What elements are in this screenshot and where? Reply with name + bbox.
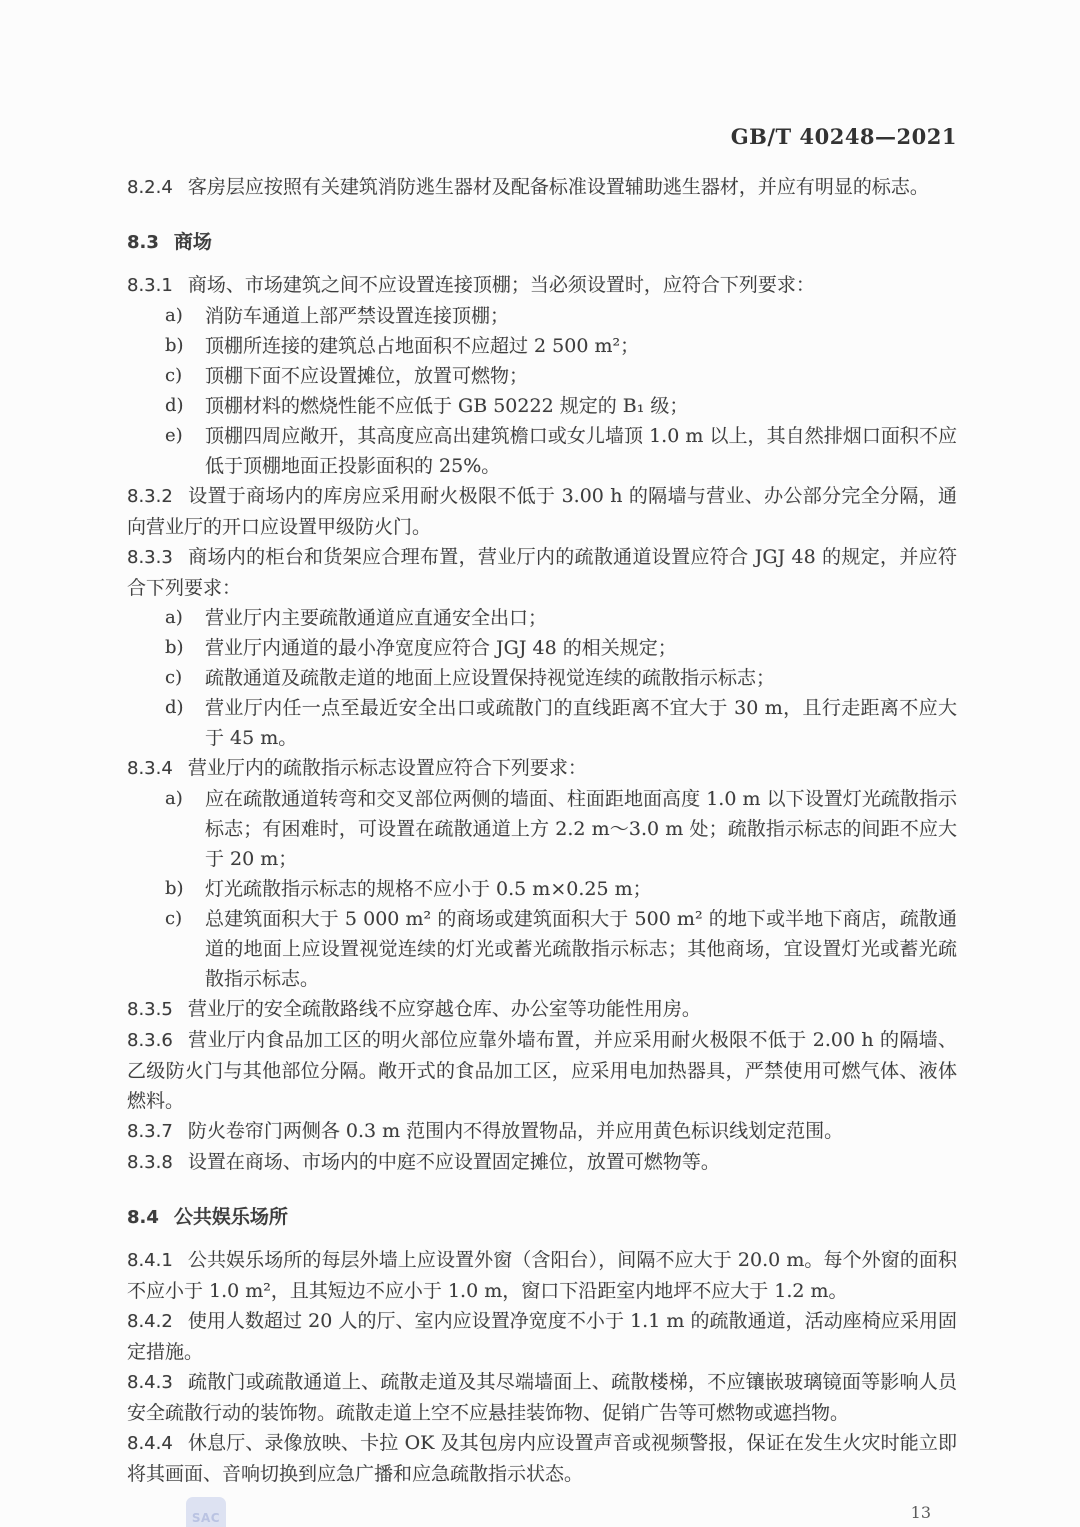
clause-number: 8.4.2 [127,1311,173,1332]
section-title: 商场 [173,231,212,253]
item-label: b) [165,637,184,658]
clause-text: 营业厅的安全疏散路线不应穿越仓库、办公室等功能性用房。 [187,998,701,1020]
clause-number: 8.3.7 [127,1121,173,1142]
section-number: 8.4 [127,1207,159,1228]
clause-number: 8.3.1 [127,275,173,296]
item-text: 灯光疏散指示标志的规格不应小于 0.5 m×0.25 m； [205,878,652,900]
clause-number: 8.3.4 [127,758,173,779]
item-label: e) [165,425,183,446]
clause-text: 商场内的柜台和货架应合理布置，营业厅内的疏散通道设置应符合 JGJ 48 的规定，并应符合下列要求： [127,546,957,599]
item-label: a) [165,788,183,809]
clause-number: 8.2.4 [127,177,173,198]
clause-8-3-6 [127,1025,957,1116]
item-text: 营业厅内任一点至最近安全出口或疏散门的直线距离不宜大于 30 m，且行走距离不应大于 45 m。 [205,697,957,749]
sac-watermark-logo: SAC [186,1497,226,1527]
clause-8-4-2 [127,1306,957,1367]
section-heading-8-4 [127,1202,957,1233]
clause-8-3-1 [127,270,957,301]
clause-text: 营业厅内的疏散指示标志设置应符合下列要求： [187,757,587,779]
item-text: 顶棚所连接的建筑总占地面积不应超过 2 500 m²； [205,335,640,357]
list-item-8-3-1-d [127,391,957,421]
list-item-8-3-4-c [127,904,957,994]
list-item-8-3-1-b [127,331,957,361]
item-label: b) [165,878,184,899]
clause-8-2-4 [127,172,957,203]
list-item-8-3-4-a [127,784,957,874]
clause-8-3-8 [127,1147,957,1178]
section-heading-8-3 [127,227,957,258]
clause-text: 疏散门或疏散通道上、疏散走道及其尽端墙面上、疏散楼梯，不应镶嵌玻璃镜面等影响人员安全疏散行动的装饰物。疏散走道上空不应悬挂装饰物、促销广告等可燃物或遮挡物。 [127,1371,957,1424]
clause-number: 8.3.2 [127,486,173,507]
clause-number: 8.4.4 [127,1433,173,1454]
document-content [127,0,957,1522]
clause-8-3-7 [127,1116,957,1147]
clause-text: 使用人数超过 20 人的厅、室内应设置净宽度不小于 1.1 m 的疏散通道，活动座椅应采用固定措施。 [127,1310,957,1363]
item-label: b) [165,335,184,356]
list-item-8-3-3-d [127,693,957,753]
list-item-8-3-4-b [127,874,957,904]
clause-number: 8.3.6 [127,1030,173,1051]
clause-number: 8.4.3 [127,1372,173,1393]
list-item-8-3-3-b [127,633,957,663]
item-label: c) [165,908,183,929]
clause-8-3-3 [127,542,957,603]
page-number: 13 [910,1503,931,1522]
clause-text: 商场、市场建筑之间不应设置连接顶棚；当必须设置时，应符合下列要求： [187,274,815,296]
clause-8-3-2 [127,481,957,542]
item-label: a) [165,305,183,326]
item-label: d) [165,395,184,416]
item-label: c) [165,667,183,688]
clause-number: 8.3.5 [127,999,173,1020]
clause-text: 公共娱乐场所的每层外墙上应设置外窗（含阳台），间隔不应大于 20.0 m。每个外窗的面积不应小于 1.0 m²，且其短边不应小于 1.0 m，窗口下沿距室内地坪不应大于 1.2 m。 [127,1249,957,1302]
clause-text: 营业厅内食品加工区的明火部位应靠外墙布置，并应采用耐火极限不低于 2.00 h 的隔墙、乙级防火门与其他部位分隔。敞开式的食品加工区，应采用电加热器具，严禁使用可燃气体、液体燃料。 [127,1029,957,1112]
item-text: 消防车通道上部严禁设置连接顶棚； [205,305,510,327]
clause-8-4-3 [127,1367,957,1428]
item-text: 营业厅内通道的最小净宽度应符合 JGJ 48 的相关规定； [205,637,677,659]
list-item-8-3-3-a [127,603,957,633]
item-text: 顶棚下面不应设置摊位，放置可燃物； [205,365,529,387]
item-label: d) [165,697,184,718]
clause-8-4-4 [127,1428,957,1489]
item-text: 应在疏散通道转弯和交叉部位两侧的墙面、柱面距地面高度 1.0 m 以下设置灯光疏散指示标志；有困难时，可设置在疏散通道上方 2.2 m～3.0 m 处；疏散指示标志的间距不应大于 20 m； [205,788,957,870]
clause-number: 8.3.8 [127,1152,173,1173]
item-text: 营业厅内主要疏散通道应直通安全出口； [205,607,548,629]
item-text: 顶棚四周应敞开，其高度应高出建筑檐口或女儿墙顶 1.0 m 以上，其自然排烟口面积不应低于顶棚地面正投影面积的 25%。 [205,425,957,477]
clause-8-3-4 [127,753,957,784]
list-item-8-3-1-c [127,361,957,391]
clause-number: 8.3.3 [127,547,173,568]
item-text: 总建筑面积大于 5 000 m² 的商场或建筑面积大于 500 m² 的地下或半地下商店，疏散通道的地面上应设置视觉连续的灯光或蓄光疏散指示标志；其他商场，宜设置灯光或蓄光疏散指示标志。 [205,908,957,990]
item-text: 顶棚材料的燃烧性能不应低于 GB 50222 规定的 B₁ 级； [205,395,689,417]
clause-text: 防火卷帘门两侧各 0.3 m 范围内不得放置物品，并应用黄色标识线划定范围。 [187,1120,844,1142]
section-number: 8.3 [127,232,159,253]
list-item-8-3-3-c [127,663,957,693]
item-text: 疏散通道及疏散走道的地面上应设置保持视觉连续的疏散指示标志； [205,667,776,689]
clause-text: 设置在商场、市场内的中庭不应设置固定摊位，放置可燃物等。 [187,1151,720,1173]
clause-text: 设置于商场内的库房应采用耐火极限不低于 3.00 h 的隔墙与营业、办公部分完全分隔，通向营业厅的开口应设置甲级防火门。 [127,485,957,538]
document-body [127,172,957,1489]
item-label: a) [165,607,183,628]
list-item-8-3-1-e [127,421,957,481]
list-item-8-3-1-a [127,301,957,331]
clause-8-4-1 [127,1245,957,1306]
clause-text: 休息厅、录像放映、卡拉 OK 及其包房内应设置声音或视频警报，保证在发生火灾时能立即将其画面、音响切换到应急广播和应急疏散指示状态。 [127,1432,957,1485]
clause-number: 8.4.1 [127,1250,173,1271]
standard-code-header: GB/T 40248—2021 [730,124,957,149]
clause-text: 客房层应按照有关建筑消防逃生器材及配备标准设置辅助逃生器材，并应有明显的标志。 [187,176,929,198]
item-label: c) [165,365,183,386]
section-title: 公共娱乐场所 [173,1206,288,1228]
clause-8-3-5 [127,994,957,1025]
